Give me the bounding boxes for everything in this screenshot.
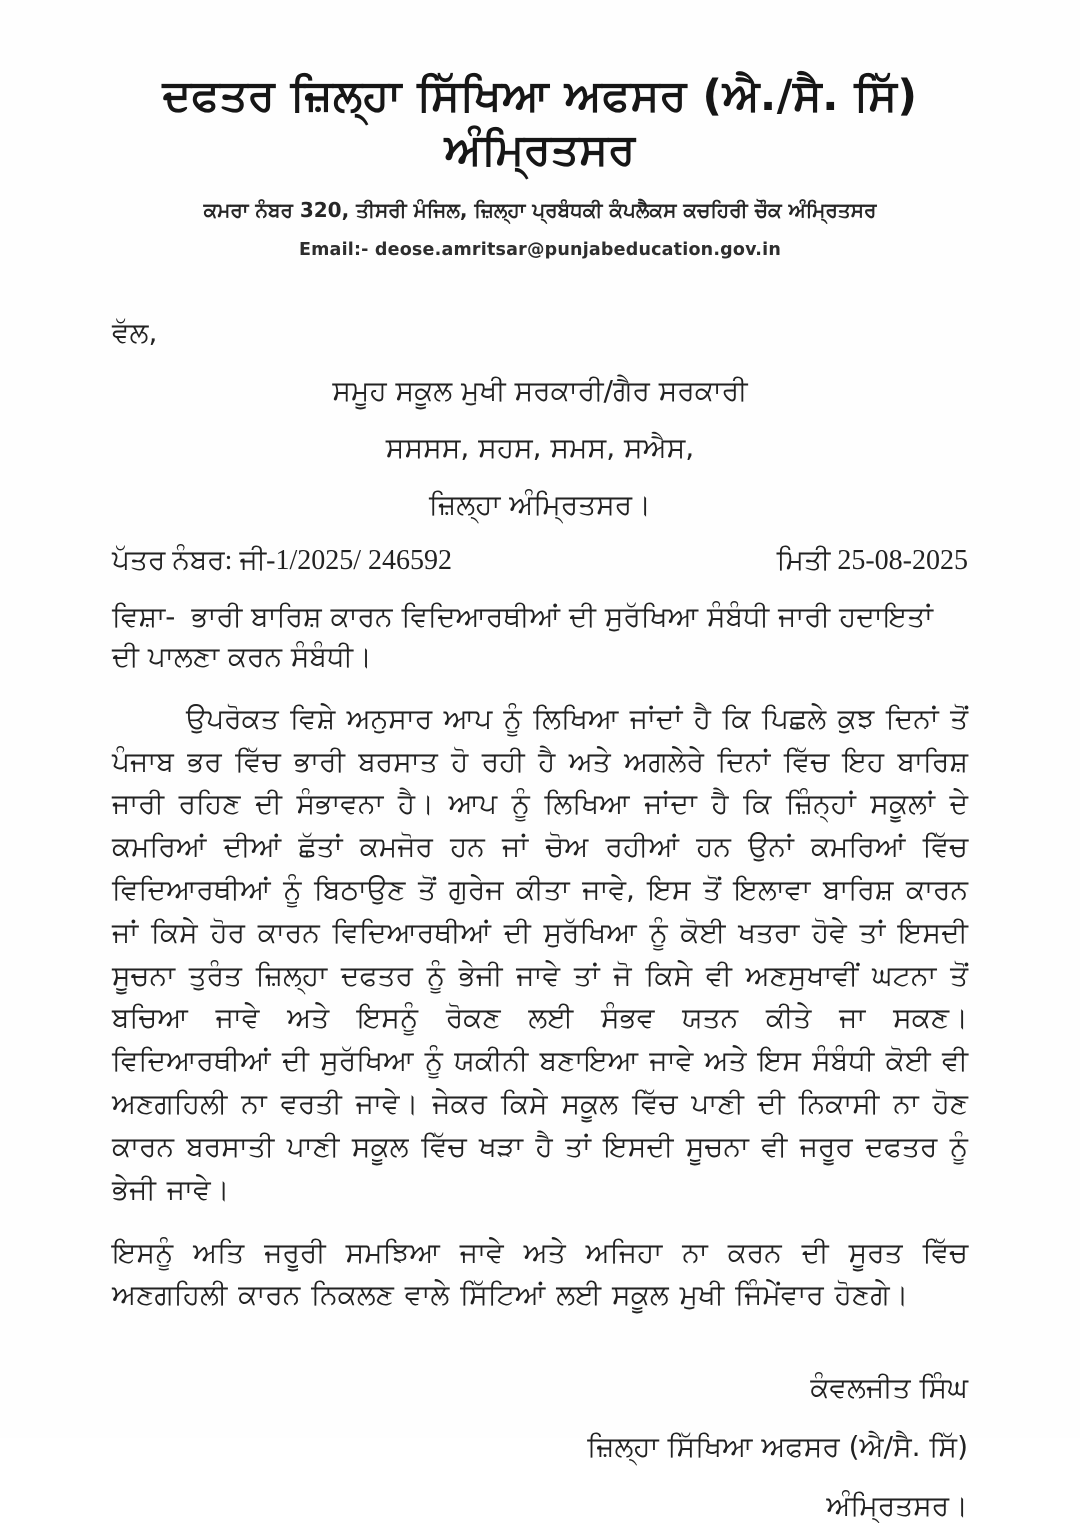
addressee-line-2: ਸਸਸਸ, ਸਹਸ, ਸਮਸ, ਸਐਸ, — [385, 430, 695, 464]
letter-number: ਪੱਤਰ ਨੰਬਰ: ਜੀ-1/2025/ 246592 — [112, 544, 453, 576]
subject-block — [112, 597, 968, 678]
reference-row — [112, 545, 968, 577]
salutation: ਵੱਲ, — [112, 315, 158, 349]
office-address: ਕਮਰਾ ਨੰਬਰ 320, ਤੀਸਰੀ ਮੰਜਿਲ, ਜ਼ਿਲ੍ਹਾ ਪ੍ਰਬੰਧਕੀ ਕੰਪਲੈਕਸ ਕਚਹਿਰੀ ਚੌਕ ਅੰਮ੍ਰਿਤਸਰ — [203, 197, 877, 222]
signature-block — [112, 1371, 968, 1523]
office-email: Email:- deose.amritsar@punjabeducation.gov.in — [298, 239, 782, 260]
signatory-name: ਕੰਵਲਜੀਤ ਸਿੰਘ — [810, 1371, 968, 1405]
letter-date: ਮਿਤੀ 25-08-2025 — [776, 544, 968, 576]
addressee-line-3: ਜ਼ਿਲ੍ਹਾ ਅੰਮ੍ਰਿਤਸਰ। — [429, 487, 651, 521]
subject-label: ਵਿਸ਼ਾ- — [112, 599, 176, 633]
addressee-block — [112, 374, 968, 522]
body-paragraph-1: ਉਪਰੋਕਤ ਵਿਸ਼ੇ ਅਨੁਸਾਰ ਆਪ ਨੂੰ ਲਿਖਿਆ ਜਾਂਦਾਂ ਹੈ ਕਿ ਪਿਛਲੇ ਕੁਝ ਦਿਨਾਂ ਤੋਂ ਪੰਜਾਬ ਭਰ ਵਿੱਚ ਭਾਰੀ ਬਰਸਾਤ ਹੋ ਰਹੀ ਹੈ ਅਤੇ ਅਗਲੇਰੇ ਦਿਨਾਂ ਵਿੱਚ ਇਹ ਬਾਰਿਸ਼ ਜਾਰੀ ਰਹਿਣ ਦੀ ਸੰਭਾਵਨਾ ਹੈ। ਆਪ ਨੂੰ ਲਿਖਿਆ ਜਾਂਦਾ ਹੈ ਕਿ ਜ਼ਿੰਨ੍ਹਾਂ ਸਕੂਲਾਂ ਦੇ ਕਮਰਿਆਂ ਦੀਆਂ ਛੱਤਾਂ ਕਮਜੋਰ ਹਨ ਜਾਂ ਚੋਅ ਰਹੀਆਂ ਹਨ ਉਨਾਂ ਕਮਰਿਆਂ ਵਿੱਚ ਵਿਦਿਆਰਥੀਆਂ ਨੂੰ ਬਿਠਾਉਣ ਤੋਂ ਗੁਰੇਜ ਕੀਤਾ ਜਾਵੇ, ਇਸ ਤੋਂ ਇਲਾਵਾ ਬਾਰਿਸ਼ ਕਾਰਨ ਜਾਂ ਕਿਸੇ ਹੋਰ ਕਾਰਨ ਵਿਦਿਆਰਥੀਆਂ ਦੀ ਸੁਰੱਖਿਆ ਨੂੰ ਕੋਈ ਖਤਰਾ ਹੋਵੇ ਤਾਂ ਇਸਦੀ ਸੂਚਨਾ ਤੁਰੰਤ ਜ਼ਿਲ੍ਹਾ ਦਫਤਰ ਨੂੰ ਭੇਜੀ ਜਾਵੇ ਤਾਂ ਜੋ ਕਿਸੇ ਵੀ ਅਣਸੁਖਾਵੀਂ ਘਟਨਾ ਤੋਂ ਬਚਿਆ ਜਾਵੇ ਅਤੇ ਇਸਨੂੰ ਰੋਕਣ ਲਈ ਸੰਭਵ ਯਤਨ ਕੀਤੇ ਜਾ ਸਕਣ। ਵਿਦਿਆਰਥੀਆਂ ਦੀ ਸੁਰੱਖਿਆ ਨੂੰ ਯਕੀਨੀ ਬਣਾਇਆ ਜਾਵੇ ਅਤੇ ਇਸ ਸੰਬੰਧੀ ਕੋਈ ਵੀ ਅਣਗਹਿਲੀ ਨਾ ਵਰਤੀ ਜਾਵੇ। ਜੇਕਰ ਕਿਸੇ ਸਕੂਲ ਵਿੱਚ ਪਾਣੀ ਦੀ ਨਿਕਾਸੀ ਨਾ ਹੋਣ ਕਾਰਨ ਬਰਸਾਤੀ ਪਾਣੀ ਸਕੂਲ ਵਿੱਚ ਖੜਾ ਹੈ ਤਾਂ ਇਸਦੀ ਸੂਚਨਾ ਵੀ ਜਰੂਰ ਦਫਤਰ ਨੂੰ ਭੇਜੀ ਜਾਵੇ। — [112, 701, 968, 1206]
subject-text: ਭਾਰੀ ਬਾਰਿਸ਼ ਕਾਰਨ ਵਿਦਿਆਰਥੀਆਂ ਦੀ ਸੁਰੱਖਿਆ ਸੰਬੰਧੀ ਜਾਰੀ ਹਦਾਇਤਾਂ ਦੀ ਪਾਲਣਾ ਕਰਨ ਸੰਬੰਧੀ। — [112, 599, 933, 674]
letterhead — [112, 70, 968, 260]
addressee-line-1: ਸਮੂਹ ਸਕੂਲ ਮੁਖੀ ਸਰਕਾਰੀ/ਗੈਰ ਸਰਕਾਰੀ — [332, 373, 748, 407]
signatory-designation: ਜ਼ਿਲ੍ਹਾ ਸਿੱਖਿਆ ਅਫਸਰ (ਐ/ਸੈ. ਸਿੱ) — [587, 1430, 968, 1464]
office-title: ਦਫਤਰ ਜ਼ਿਲ੍ਹਾ ਸਿੱਖਿਆ ਅਫਸਰ (ਐ./ਸੈ. ਸਿੱ) ਅੰਮ੍ਰਿਤਸਰ — [162, 71, 918, 175]
signatory-place: ਅੰਮ੍ਰਿਤਸਰ। — [826, 1489, 968, 1523]
body-paragraph-2: ਇਸਨੂੰ ਅਤਿ ਜਰੂਰੀ ਸਮਝਿਆ ਜਾਵੇ ਅਤੇ ਅਜਿਹਾ ਨਾ ਕਰਨ ਦੀ ਸੂਰਤ ਵਿੱਚ ਅਣਗਹਿਲੀ ਕਾਰਨ ਨਿਕਲਣ ਵਾਲੇ ਸਿੱਟਿਆਂ ਲਈ ਸਕੂਲ ਮੁਖੀ ਜਿੰਮੇਂਵਾਰ ਹੋਣਗੇ। — [112, 1235, 968, 1312]
